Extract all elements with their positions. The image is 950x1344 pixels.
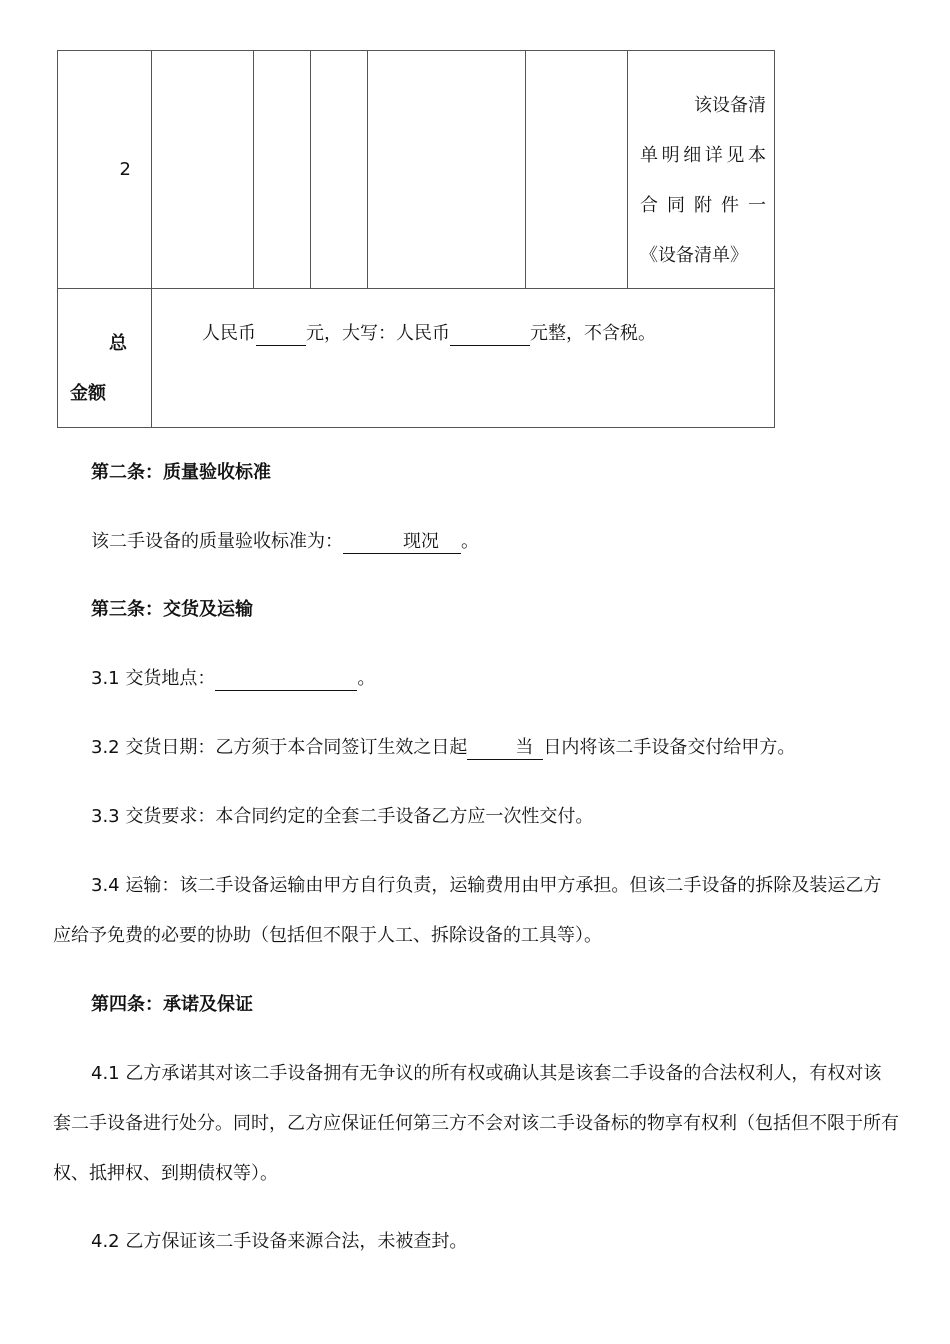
note-line: 合同附件一 [640, 195, 766, 216]
amount-words-blank [450, 323, 530, 346]
note-line: 该设备清 [694, 95, 766, 116]
equipment-table [57, 50, 775, 428]
standard-value: 现况 [343, 531, 461, 554]
section2-heading: 第二条：质量验收标准 [91, 462, 271, 483]
empty-cell [152, 51, 254, 289]
delivery-place-blank [215, 668, 357, 691]
section4-p1: 4.1 乙方承诺其对该二手设备拥有无争议的所有权或确认其是该套二手设备的合法权利人，有权对该套二手设备进行处分。同时，乙方应保证任何第三方不会对该二手设备标的物享有权利（包括但不限于所有权、抵押权、到期债权等）。 [53, 1063, 899, 1184]
section4-p2: 4.2 乙方保证该二手设备来源合法，未被查封。 [91, 1231, 468, 1252]
amount-blank [256, 323, 306, 346]
total-text-part1: 人民币 [202, 323, 256, 344]
total-text-part2: 元，大写：人民币 [306, 323, 450, 344]
delivery-date-prefix: 3.2 交货日期：乙方须于本合同签订生效之日起 [91, 737, 468, 758]
total-amount-cell [152, 289, 775, 428]
empty-cell [311, 51, 368, 289]
empty-cell [368, 51, 526, 289]
section4-heading: 第四条：承诺及保证 [91, 994, 253, 1015]
delivery-place-suffix: 。 [357, 668, 376, 689]
note-cell [628, 51, 775, 289]
section3-p1 [53, 654, 899, 704]
total-text-part3: 元整，不含税。 [530, 323, 656, 344]
delivery-days-value: 当 [467, 737, 543, 760]
total-row [58, 289, 775, 428]
delivery-date-suffix: 日内将该二手设备交付给甲方。 [543, 737, 796, 758]
total-label-line2: 金额 [70, 383, 106, 404]
section2-body [53, 517, 899, 567]
section2-suffix: 。 [461, 531, 479, 552]
row-number-cell: 2 [58, 51, 152, 289]
empty-cell [254, 51, 311, 289]
note-line: 单明细详见本 [640, 145, 766, 166]
section3-p3: 3.3 交货要求：本合同约定的全套二手设备乙方应一次性交付。 [91, 806, 594, 827]
section3-p2 [53, 723, 899, 773]
empty-cell [526, 51, 628, 289]
table-row [58, 51, 775, 289]
total-label-cell [58, 289, 152, 428]
section3-p4: 3.4 运输：该二手设备运输由甲方自行负责，运输费用由甲方承担。但该二手设备的拆除及装运乙方应给予免费的必要的协助（包括但不限于人工、拆除设备的工具等）。 [53, 875, 882, 946]
delivery-place-label: 3.1 交货地点： [91, 668, 216, 689]
total-label-line1: 总 [109, 333, 127, 354]
section2-prefix: 该二手设备的质量验收标准为： [91, 531, 343, 552]
note-line: 《设备清单》 [640, 245, 748, 266]
section3-heading: 第三条：交货及运输 [91, 599, 253, 620]
